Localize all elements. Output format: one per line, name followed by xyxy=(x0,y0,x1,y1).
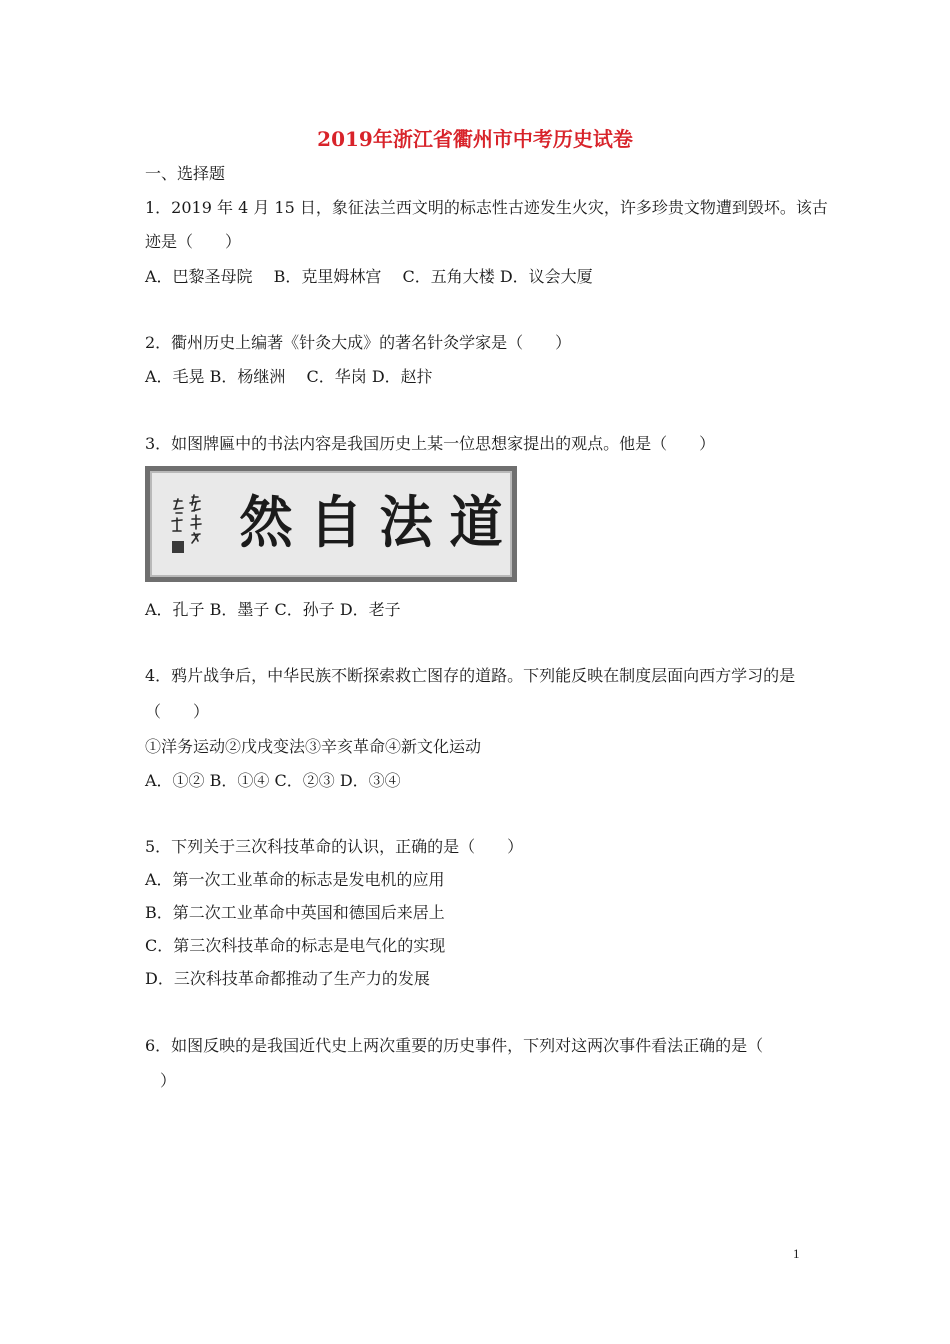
question-4-stem: 4．鸦片战争后，中华民族不断探索救亡图存的道路。下列能反映在制度层面向西方学习的是 xyxy=(145,666,796,685)
question-1-stem: 1．2019 年 4 月 15 日，象征法兰西文明的标志性古迹发生火灾，许多珍贵文物遭到毁坏。该古 xyxy=(145,198,828,217)
plaque-char-2: 自 xyxy=(309,490,363,556)
question-4-options: A．①② B．①④ C．②③ D．③④ xyxy=(145,771,401,790)
calligraphy-plaque-image xyxy=(145,466,517,582)
plaque-char-4: 道 xyxy=(449,490,503,556)
question-3-stem: 3．如图牌匾中的书法内容是我国历史上某一位思想家提出的观点。他是（ ） xyxy=(145,434,716,453)
plaque-char-1: 然 xyxy=(239,490,293,556)
plaque-char-3: 法 xyxy=(379,490,433,556)
question-6-stem: 6．如图反映的是我国近代史上两次重要的历史事件，下列对这两次事件看法正确的是（ xyxy=(145,1036,764,1055)
question-4-items: ①洋务运动②戊戌变法③辛亥革命④新文化运动 xyxy=(145,737,482,756)
question-1-options: A．巴黎圣母院 B．克里姆林宫 C．五角大楼 D．议会大厦 xyxy=(145,267,593,286)
question-6-stem-cont: ） xyxy=(160,1071,177,1090)
question-4-stem-cont: （ ） xyxy=(145,702,210,721)
question-1-stem-cont: 迹是（ ） xyxy=(145,232,242,251)
question-3-options: A．孔子 B．墨子 C．孙子 D．老子 xyxy=(145,600,401,619)
question-5-option-d: D．三次科技革命都推动了生产力的发展 xyxy=(145,969,430,988)
question-5-option-b: B．第二次工业革命中英国和德国后来居上 xyxy=(145,903,445,922)
question-5-option-a: A．第一次工业革命的标志是发电机的应用 xyxy=(145,870,445,889)
plaque-calligraphy xyxy=(238,491,504,555)
section-heading: 一、选择题 xyxy=(145,164,226,183)
question-2-stem: 2．衢州历史上编著《针灸大成》的著名针灸学家是（ ） xyxy=(145,333,572,352)
page-number: 1 xyxy=(793,1246,800,1261)
question-5-option-c: C．第三次科技革命的标志是电气化的实现 xyxy=(145,936,446,955)
question-2-options: A．毛晃 B．杨继洲 C．华岗 D．赵抃 xyxy=(145,367,433,386)
question-5-stem: 5．下列关于三次科技革命的认识，正确的是（ ） xyxy=(145,837,524,856)
exam-title: 2019年浙江省衢州市中考历史试卷 xyxy=(317,127,633,151)
plaque-inscription-seal xyxy=(162,491,206,561)
